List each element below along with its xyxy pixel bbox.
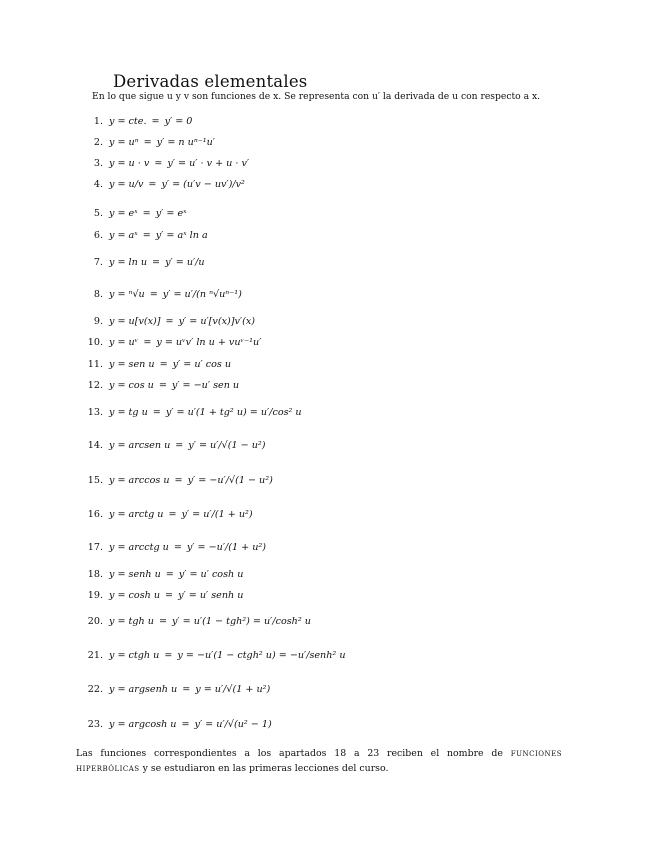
footer-paragraph: Las funciones correspondientes a los apartados 18 a 23 reciben el nombre de funciones hiperbólicas y se estudiaron en las primeras lecciones del curso. <box>76 748 562 774</box>
list-item: 4. y = u/v = y′ = (u′v − uv′)/v² <box>93 179 245 190</box>
list-item: 8. y = ⁿ√u = y′ = u′/(n ⁿ√uⁿ⁻¹) <box>93 289 242 300</box>
list-item: 13. y = tg u = y′ = u′(1 + tg² u) = u′/cos² u <box>87 407 302 418</box>
list-item: 5. y = eˣ = y′ = eˣ <box>93 208 187 219</box>
page-title: Derivadas elementales <box>113 72 308 91</box>
list-item: 2. y = uⁿ = y′ = n uⁿ⁻¹u′ <box>93 137 215 148</box>
list-item: 19. y = cosh u = y′ = u′ senh u <box>87 590 244 601</box>
intro-text: En lo que sigue u y v son funciones de x. Se representa con u′ la derivada de u con respecto a x. <box>92 91 541 102</box>
list-item: 12. y = cos u = y′ = −u′ sen u <box>87 380 240 391</box>
list-item: 9. y = u[v(x)] = y′ = u′[v(x)]v′(x) <box>93 316 255 327</box>
list-item: 10. y = uᵛ = y = uᵛv′ ln u + vuᵛ⁻¹u′ <box>87 337 262 348</box>
list-item: 6. y = aˣ = y′ = aˣ ln a <box>93 230 208 241</box>
list-item: 15. y = arccos u = y′ = −u′/√(1 − u²) <box>87 475 273 486</box>
list-item: 1. y = cte. = y′ = 0 <box>93 116 193 127</box>
list-item: 11. y = sen u = y′ = u′ cos u <box>87 359 232 370</box>
formula-rhs: y′ = 0 <box>164 116 193 127</box>
list-item: 21. y = ctgh u = y = −u′(1 − ctgh² u) = −u′/senh² u <box>87 650 346 661</box>
list-item: 17. y = arcctg u = y′ = −u′/(1 + u²) <box>87 542 267 553</box>
list-item: 20. y = tgh u = y′ = u′(1 − tgh²) = u′/cosh² u <box>87 616 311 627</box>
list-item: 14. y = arcsen u = y′ = u′/√(1 − u²) <box>87 440 266 451</box>
list-item: 23. y = argcosh u = y′ = u′/√(u² − 1) <box>87 719 272 730</box>
list-item: 3. y = u · v = y′ = u′ · v + u · v′ <box>93 158 250 169</box>
list-item: 22. y = argsenh u = y = u′/√(1 + u²) <box>87 684 271 695</box>
list-item: 16. y = arctg u = y′ = u′/(1 + u²) <box>87 509 253 520</box>
list-item: 18. y = senh u = y′ = u′ cosh u <box>87 569 244 580</box>
formula-lhs: y = cte. <box>109 116 147 127</box>
list-item: 7. y = ln u = y′ = u′/u <box>93 257 205 268</box>
